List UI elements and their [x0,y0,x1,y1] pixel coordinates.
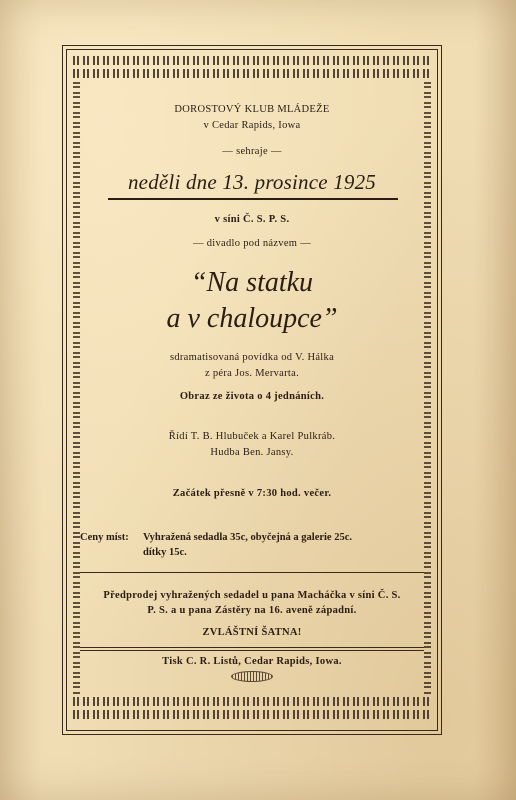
footer-rule-2 [80,650,424,651]
prices-line2: dítky 15c. [143,547,187,558]
ornament-border-bottom [73,710,431,719]
ornament-border-right [424,82,431,694]
play-title-line2: a v chaloupce” [166,303,338,334]
club-name: DOROSTOVÝ KLUB MLÁDEŽE [174,104,330,115]
play-title-line1: “Na statku [190,267,314,298]
adaptation-line2: z péra Jos. Mervarta. [204,368,300,379]
club-location: v Cedar Rapids, Iowa [203,120,301,131]
event-date: neděli dne 13. prosince 1925 [127,170,377,194]
prices-label: Ceny míst: [80,532,129,543]
presale-line2: P. S. a u pana Zástěry na 16. aveně západní. [147,605,357,616]
cloakroom-note: ZVLÁŠTNÍ ŠATNA! [202,627,302,638]
ornament-border-top-inner [73,69,431,78]
printer-logo [231,671,273,682]
directors: Řídí T. B. Hlubuček a Karel Pulkráb. [168,431,336,442]
ornament-border-bottom-inner [73,697,431,706]
start-time: Začátek přesně v 7:30 hod. večer. [172,488,332,499]
play-intro: — divadlo pod názvem — [193,238,311,249]
divider-rule [80,572,424,573]
play-subtitle: Obraz ze života o 4 jednáních. [179,391,325,402]
music-credit: Hudba Ben. Jansy. [210,447,294,458]
ornament-border-left [73,82,80,694]
presale-line1: Předprodej vyhražených sedadel u pana Macháčka v síni Č. S. [103,590,401,601]
date-underline [108,198,398,200]
event-venue: v síni Č. S. P. S. [214,214,290,225]
adaptation-line1: sdramatisovaná povídka od V. Hálka [169,352,335,363]
printer-credit: Tisk C. R. Listů, Cedar Rapids, Iowa. [162,656,342,667]
ornament-border-top [73,56,431,65]
presents-text: — sehraje — [222,146,282,157]
footer-rule-1 [80,647,424,648]
prices-line1: Vyhražená sedadla 35c, obyčejná a galerie 25c. [143,532,353,543]
